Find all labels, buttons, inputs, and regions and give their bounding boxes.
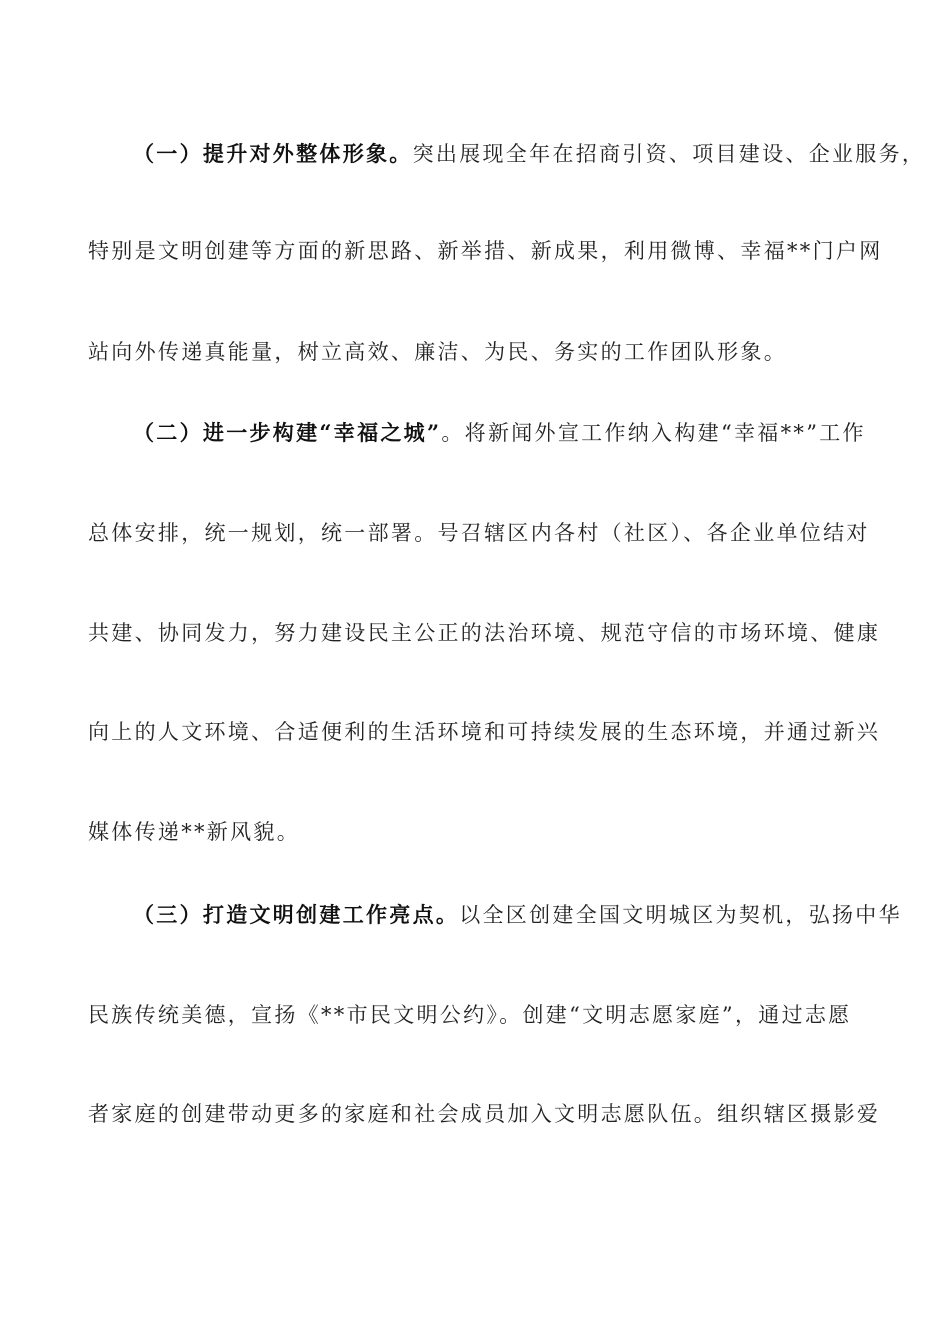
paragraph-1-line-2: 特别是文明创建等方面的新思路、新举措、新成果，利用微博、幸福**门户网 (88, 239, 883, 263)
paragraph-3-line-2: 民族传统美德，宣扬《**市民文明公约》。创建“文明志愿家庭”，通过志愿 (88, 1003, 852, 1027)
paragraph-1-text: 突出展现全年在招商引资、项目建设、企业服务， (412, 142, 926, 166)
paragraph-1-line-3: 站向外传递真能量，树立高效、廉洁、为民、务实的工作团队形象。 (88, 340, 787, 364)
paragraph-1-heading: （一）提升对外整体形象。 (133, 141, 413, 166)
paragraph-2-line-2: 总体安排，统一规划，统一部署。号召辖区内各村（社区）、各企业单位结对 (88, 521, 870, 545)
paragraph-2-line-1 (133, 418, 868, 448)
paragraph-1-line-1 (133, 139, 926, 169)
paragraph-3-line-1 (133, 900, 902, 930)
paragraph-2-line-4: 向上的人文环境、合适便利的生活环境和可持续发展的生态环境，并通过新兴 (88, 720, 881, 744)
paragraph-2-text: 。将新闻外宣工作纳入构建“幸福**”工作 (441, 421, 866, 445)
paragraph-3-line-3: 者家庭的创建带动更多的家庭和社会成员加入文明志愿队伍。组织辖区摄影爱 (88, 1102, 881, 1126)
paragraph-3-heading: （三）打造文明创建工作亮点。 (133, 902, 460, 927)
paragraph-2-heading: （二）进一步构建“幸福之城” (133, 420, 442, 445)
paragraph-3-text: 以全区创建全国文明城区为契机，弘扬中华 (459, 903, 902, 927)
paragraph-2-line-5: 媒体传递**新风貌。 (88, 820, 300, 844)
paragraph-2-line-3: 共建、协同发力，努力建设民主公正的法治环境、规范守信的市场环境、健康 (88, 621, 881, 645)
